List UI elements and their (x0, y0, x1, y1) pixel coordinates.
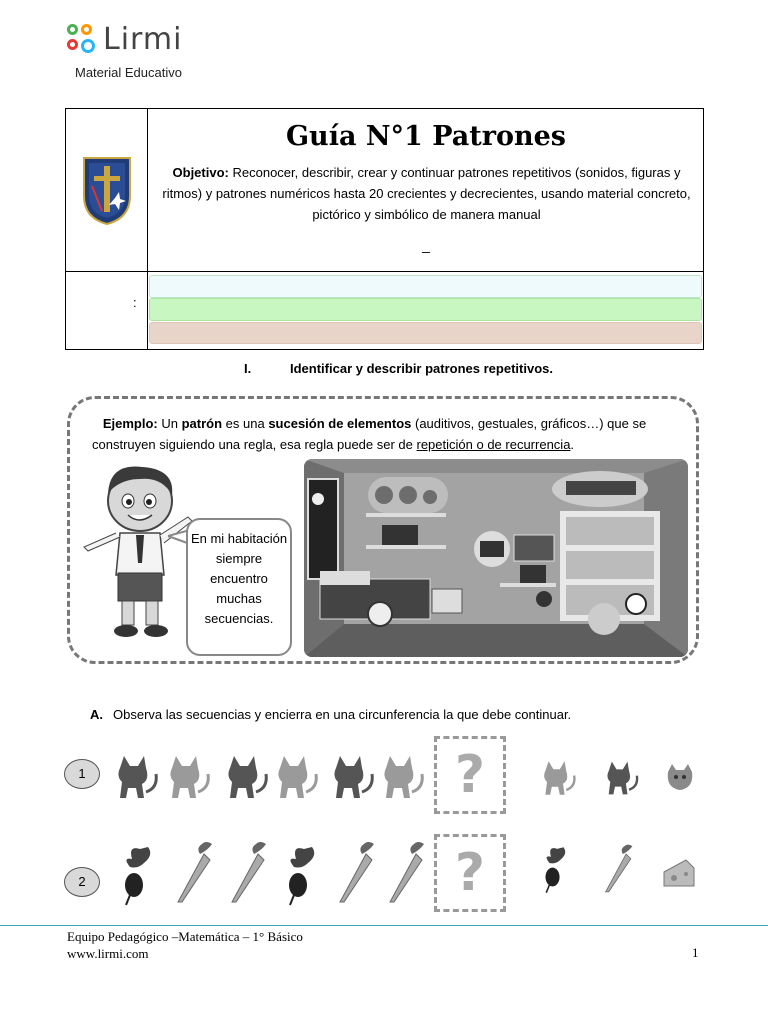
logo-subtitle: Material Educativo (75, 65, 182, 80)
example-bold: patrón (181, 416, 223, 431)
footer-team: Equipo Pedagógico –Matemática – 1° Básico (67, 929, 303, 944)
beet-icon (282, 845, 328, 907)
cat-dark-icon (330, 752, 376, 802)
cat-light-icon (380, 752, 426, 802)
objective-body: Reconocer, describir, crear y continuar patrones repetitivos (sonidos, figuras y ritmos) y patrones numéricos hasta 20 crecientes y decrecientes, usando material concreto, pictórico y simbólico de manera manual (162, 165, 691, 222)
exercise-letter: A. (90, 707, 103, 722)
footer-url[interactable]: www.lirmi.com (67, 946, 149, 961)
speech-bubble: En mi habitación siempre encuentro muchas secuencias. (186, 518, 292, 656)
section-number: I. (244, 361, 252, 376)
cat-dark-icon (224, 752, 270, 802)
objective-text (154, 162, 699, 225)
carrot-icon (226, 840, 272, 906)
question-mark: ? (454, 843, 486, 903)
logo-circles-icon (67, 24, 99, 58)
header-divider (66, 271, 703, 272)
objective-label: Objetivo: (172, 165, 229, 180)
example-text (92, 413, 692, 455)
student-field-3[interactable] (149, 322, 702, 344)
footer-info (67, 928, 303, 962)
exercise-instruction (90, 707, 571, 722)
carrot-icon (334, 840, 380, 906)
example-underline: repetición o de recurrencia (416, 437, 571, 452)
section-heading: Identificar y describir patrones repetitivos. (290, 361, 553, 376)
example-part: Un (157, 416, 182, 431)
field-colon: : (133, 295, 137, 310)
example-label: Ejemplo: (102, 416, 158, 431)
lirmi-logo (67, 22, 197, 80)
page-number: 1 (692, 945, 699, 960)
question-box[interactable] (434, 834, 506, 912)
footer-divider (0, 925, 768, 926)
logo-wordmark: Lirmi (103, 22, 183, 57)
student-field-2[interactable] (149, 298, 702, 321)
carrot-icon (384, 840, 430, 906)
exercise-text: Observa las secuencias y encierra en una circunferencia la que debe continuar. (113, 707, 572, 722)
header-divider (147, 271, 148, 350)
cat-light-icon (166, 752, 212, 802)
header-box (65, 108, 704, 350)
example-part: (auditivos, gestuales, gráficos…) que se construyen siguiendo una regla, esa regla puede ser de (92, 416, 647, 452)
example-part: es una (222, 416, 269, 431)
beet-icon (118, 845, 164, 907)
student-field-1[interactable] (149, 275, 702, 298)
cat-dark-icon[interactable] (604, 758, 640, 798)
carrot-icon (172, 840, 218, 906)
section-title (244, 361, 553, 376)
carrot-icon[interactable] (600, 843, 638, 895)
cat-face-icon[interactable] (664, 762, 696, 794)
bedroom-illustration-icon (304, 459, 688, 657)
beet-icon[interactable] (540, 845, 576, 895)
cat-light-icon[interactable] (540, 758, 578, 798)
row-number-badge: 1 (64, 759, 100, 789)
question-mark: ? (454, 745, 486, 805)
example-part: . (570, 437, 575, 452)
page-title: Guía N°1 Patrones (286, 121, 566, 152)
example-bold: sucesión de elementos (268, 416, 412, 431)
school-crest-icon (82, 156, 132, 226)
cat-light-icon (274, 752, 320, 802)
cat-dark-icon (114, 752, 160, 802)
question-box[interactable] (434, 736, 506, 814)
cheese-icon[interactable] (662, 858, 696, 890)
boy-illustration-icon (80, 463, 200, 643)
row-number-badge: 2 (64, 867, 100, 897)
name-blank: _ (422, 237, 430, 253)
